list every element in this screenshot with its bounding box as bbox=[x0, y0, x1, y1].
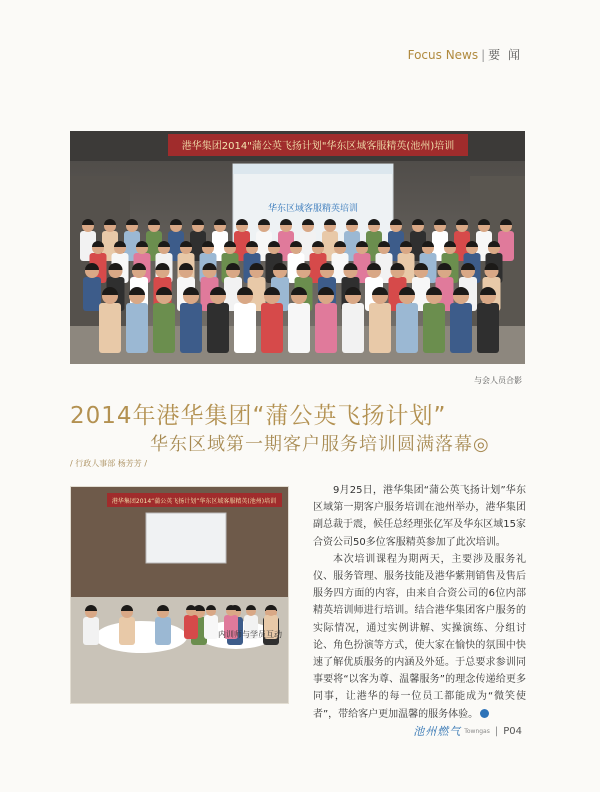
person-body bbox=[99, 303, 121, 353]
page-footer bbox=[413, 723, 522, 739]
paragraph-2-text: 本次培训课程为期两天，主要涉及服务礼仪、服务管理、服务技能及港华紫荆销售及售后服务四方面的内容，由来自合资公司的6位内部精英培训师进行培训。结合港华集团客户服务的实际情况，通过实例讲解、实操演练、分组讨论、角色扮演等方式，使大家在愉快的氛围中快速了解优质服务的内涵及外延。于总要求参训同事要将“以客为尊、温馨服务”的理念传递给更多同事，让港华的每一位员工都能成为“微笑使者”，带给客户更加温馨的服务体验。 bbox=[313, 553, 526, 720]
page-header bbox=[408, 46, 522, 63]
person-body bbox=[423, 303, 445, 353]
person-body bbox=[180, 303, 202, 353]
training-photo bbox=[70, 486, 289, 704]
person-body bbox=[261, 303, 283, 353]
brand-sub: Towngas bbox=[464, 727, 490, 735]
person-body bbox=[204, 615, 218, 639]
person-body bbox=[234, 303, 256, 353]
person-body bbox=[396, 303, 418, 353]
section-cn: 要 闻 bbox=[488, 48, 522, 62]
article-title: 2014年港华集团“蒲公英飞扬计划” bbox=[70, 403, 447, 429]
paragraph-2 bbox=[313, 551, 526, 723]
training-caption: 内训师与学员互动 bbox=[218, 630, 282, 639]
person-body bbox=[83, 617, 99, 645]
screen-text: 华东区域客服精英培训 bbox=[267, 204, 359, 214]
person-body bbox=[288, 303, 310, 353]
article-body bbox=[313, 482, 526, 723]
banner-text: 港华集团2014"蒲公英飞扬计划"华东区域客服精英(池州)培训 bbox=[181, 141, 455, 152]
section-en: Focus News bbox=[407, 48, 479, 62]
paragraph-1: 9月25日，港华集团“蒲公英飞扬计划”华东区域第一期客户服务培训在池州举办，港华集团副总裁于震，候任总经理张亿军及华东区域15家合资公司50多位客服精英参加了此次培训。 bbox=[313, 485, 526, 548]
person-body bbox=[184, 615, 198, 639]
article-subtitle: 华东区域第一期客户服务培训圆满落幕◎ bbox=[150, 434, 490, 455]
byline: / 行政人事部 杨芳芳 / bbox=[70, 459, 148, 468]
person-body bbox=[450, 303, 472, 353]
person-body bbox=[369, 303, 391, 353]
person-body bbox=[207, 303, 229, 353]
person-body bbox=[155, 617, 171, 645]
brand-logo: 池州燃气 bbox=[413, 725, 462, 738]
person-body bbox=[153, 303, 175, 353]
photo-caption: 与会人员合影 bbox=[474, 376, 522, 385]
header-separator: | bbox=[481, 48, 486, 62]
person-body bbox=[83, 277, 101, 311]
end-mark-icon bbox=[480, 709, 489, 718]
person-body bbox=[315, 303, 337, 353]
group-photo bbox=[70, 131, 525, 364]
footer-separator: | bbox=[494, 725, 499, 737]
page-number: P04 bbox=[503, 725, 522, 737]
person-body bbox=[342, 303, 364, 353]
small-banner-text: 港华集团2014“蒲公英飞扬计划”华东区域客服精英(池州)培训 bbox=[111, 498, 277, 505]
person-body bbox=[119, 617, 135, 645]
person-body bbox=[126, 303, 148, 353]
person-body bbox=[477, 303, 499, 353]
